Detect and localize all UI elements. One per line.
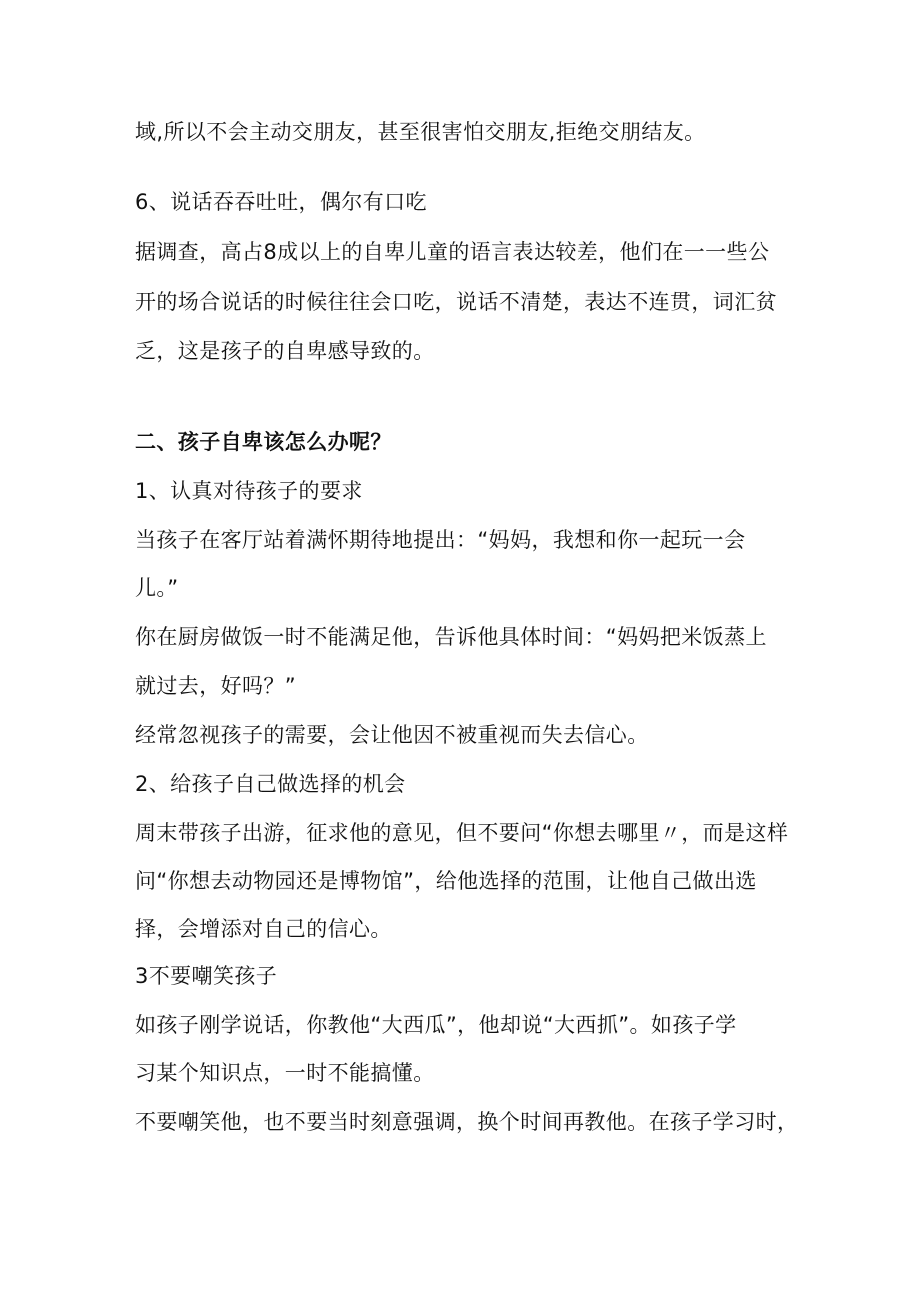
paragraph-line: 周末带孩子出游，征求他的意见，但不要问“你想去哪里〃，而是这样 (135, 821, 789, 845)
paragraph-line: 儿。” (135, 576, 179, 600)
paragraph-line: 就过去，好吗？” (135, 674, 297, 698)
section-heading-2: 二、孩子自卑该怎么办呢？ (135, 430, 392, 454)
paragraph-line: 问“你想去动物园还是博物馆”，给他选择的范围，让他自己做出选 (135, 869, 757, 893)
paragraph-line: 当孩子在客厅站着满怀期待地提出：“妈妈，我想和你一起玩一会 (135, 528, 746, 552)
paragraph-line: 乏，这是孩子的自卑感导致的。 (135, 339, 435, 363)
subheading-1: 1、认真对待孩子的要求 (135, 479, 363, 503)
subheading-3: 3不要嘲笑孩子 (135, 964, 278, 988)
paragraph-line: 你在厨房做饭一时不能满足他，告诉他具体时间：“妈妈把米饭蒸上 (135, 625, 767, 649)
paragraph-line: 据调查，高占8成以上的自卑儿童的语言表达较差，他们在一一些公 (135, 240, 770, 264)
paragraph-line: 经常忽视孩子的需要，会让他因不被重视而失去信心。 (135, 723, 649, 747)
paragraph-line: 开的场合说话的时候往往会口吃，说话不清楚，表达不连贯，词汇贫 (135, 290, 777, 314)
paragraph-line: 如孩子刚学说话，你教他“大西瓜”，他却说“大西抓”。如孩子学 (135, 1013, 737, 1037)
paragraph-line: 域,所以不会主动交朋友，甚至很害怕交朋友,拒绝交朋结友。 (135, 120, 706, 144)
paragraph-line: 择，会增添对自己的信心。 (135, 917, 392, 941)
subheading-2: 2、给孩子自己做选择的机会 (135, 772, 406, 796)
paragraph-line: 不要嘲笑他，也不要当时刻意强调，换个时间再教他。在孩子学习时， (135, 1110, 799, 1134)
subheading-6: 6、说话吞吞吐吐，偶尔有口吃 (135, 190, 427, 214)
paragraph-line: 习某个知识点，一时不能搞懂。 (135, 1061, 435, 1085)
